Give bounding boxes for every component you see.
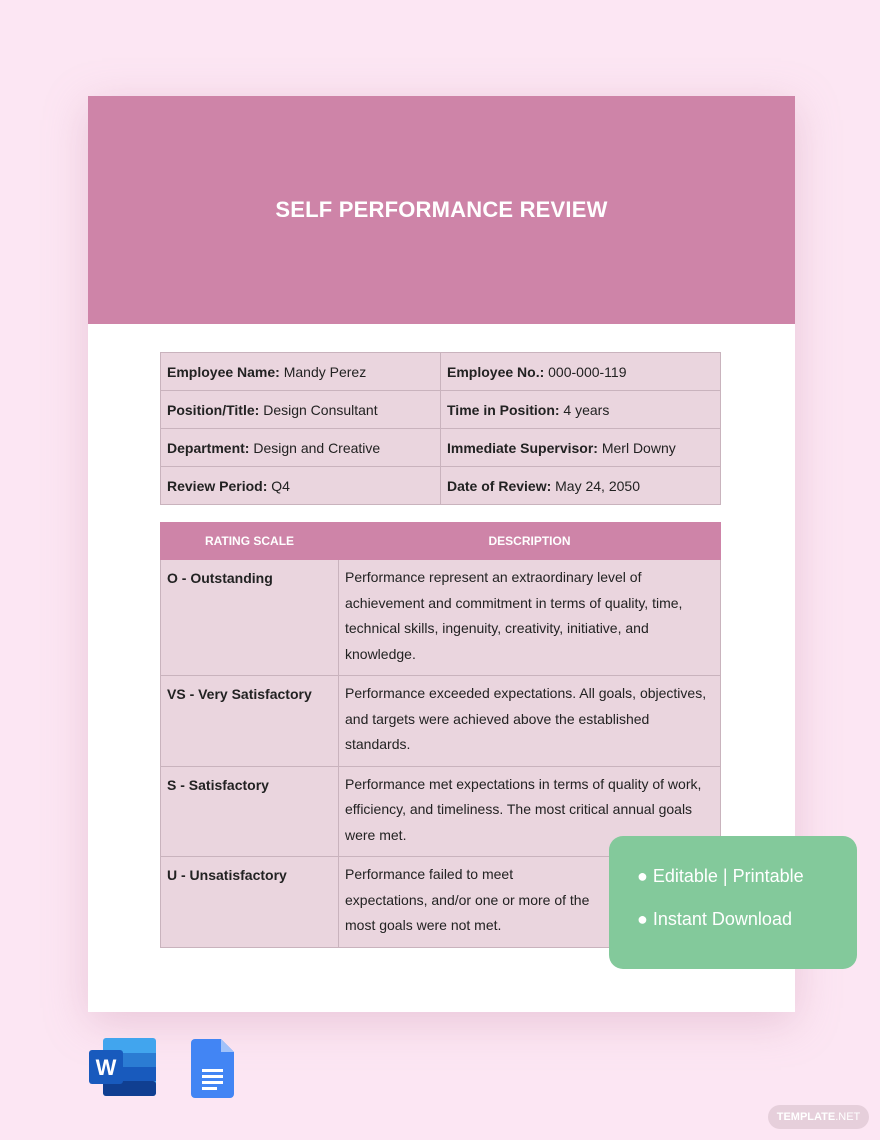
info-cell	[161, 391, 441, 429]
info-value: 000-000-119	[548, 363, 627, 380]
info-cell	[441, 467, 721, 505]
svg-text:W: W	[95, 1055, 117, 1080]
col-header-description: DESCRIPTION	[339, 523, 721, 560]
info-label: Department:	[167, 439, 250, 456]
info-cell	[441, 353, 721, 391]
info-row	[161, 429, 721, 467]
watermark-bold: TEMPLATE	[776, 1111, 836, 1123]
template-net-watermark	[768, 1105, 869, 1129]
rating-row	[161, 560, 721, 676]
info-row	[161, 467, 721, 505]
feature-download: ● Instant Download	[637, 909, 792, 929]
employee-info-table	[160, 352, 721, 505]
google-docs-icon[interactable]	[191, 1039, 235, 1098]
info-cell	[441, 391, 721, 429]
rating-description-cell: Performance failed to meet expectations, and/or one or more of the most goals were not met.	[339, 857, 721, 948]
rating-description-cell: Performance met expectations in terms of quality of work, efficiency, and timeliness. The most critical annual goals were met.	[339, 766, 721, 857]
info-value: May 24, 2050	[555, 477, 640, 494]
info-label: Immediate Supervisor:	[447, 439, 598, 456]
info-label: Position/Title:	[167, 401, 260, 418]
rating-row	[161, 676, 721, 767]
info-row	[161, 353, 721, 391]
info-value: Merl Downy	[601, 439, 676, 456]
info-row	[161, 391, 721, 429]
document-title: SELF PERFORMANCE REVIEW	[275, 197, 608, 222]
info-cell	[161, 353, 441, 391]
info-cell	[161, 467, 441, 505]
info-label: Time in Position:	[447, 401, 560, 418]
info-label: Review Period:	[167, 477, 268, 494]
rating-description-cell: Performance exceeded expectations. All goals, objectives, and targets were achieved above the established standards.	[339, 676, 721, 767]
info-value: Design and Creative	[253, 439, 381, 456]
info-value: Q4	[271, 477, 290, 494]
info-label: Date of Review:	[447, 477, 552, 494]
info-value: 4 years	[563, 401, 610, 418]
info-label: Employee Name:	[167, 363, 280, 380]
watermark-rest: .NET	[835, 1111, 861, 1123]
info-value: Design Consultant	[263, 401, 378, 418]
document-header	[88, 96, 795, 324]
rating-scale-cell: VS - Very Satisfactory	[161, 676, 339, 767]
word-icon[interactable]	[89, 1038, 157, 1098]
info-cell	[161, 429, 441, 467]
info-label: Employee No.:	[447, 363, 545, 380]
rating-scale-cell: O - Outstanding	[161, 560, 339, 676]
rating-description-cell: Performance represent an extraordinary level of achievement and commitment in terms of quality, time, technical skills, ingenuity, creativity, initiative, and knowledge.	[339, 560, 721, 676]
info-value: Mandy Perez	[283, 363, 367, 380]
col-header-rating-scale: RATING SCALE	[161, 523, 339, 560]
features-badge	[609, 836, 857, 969]
rating-scale-cell: S - Satisfactory	[161, 766, 339, 857]
rating-scale-cell: U - Unsatisfactory	[161, 857, 339, 948]
feature-editable: ● Editable | Printable	[637, 866, 804, 886]
info-cell	[441, 429, 721, 467]
